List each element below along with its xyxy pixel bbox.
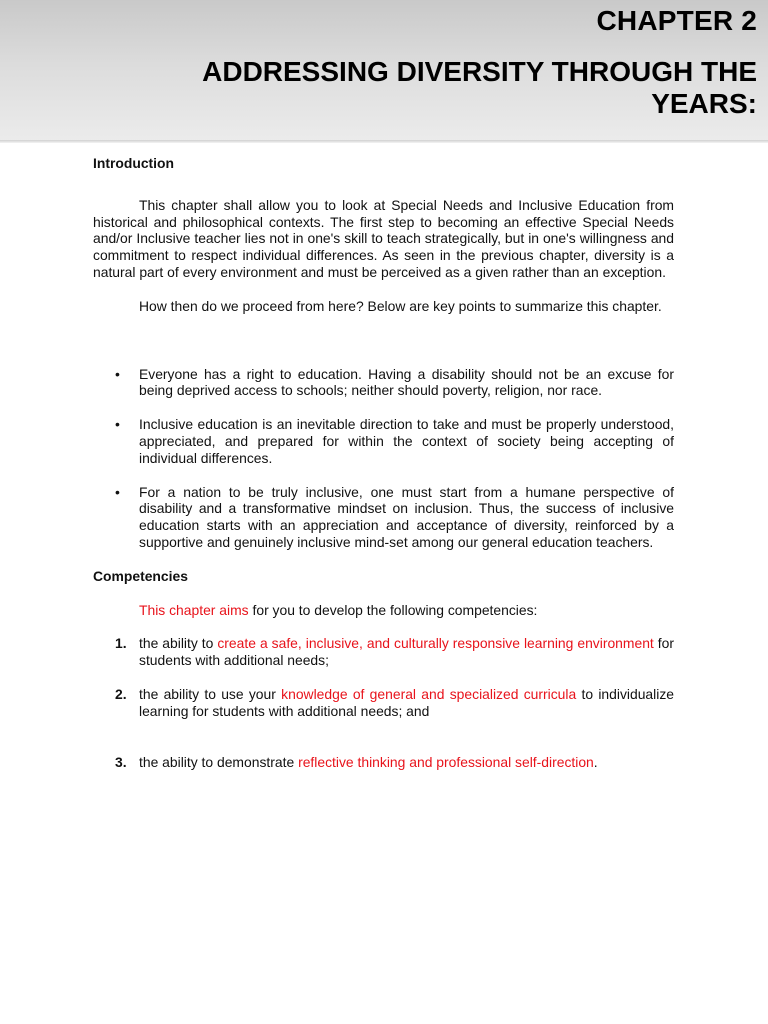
competencies-intro-rest: for you to develop the following competencies: (248, 601, 538, 618)
item-text-after: to individualize learning for students with additional needs; and (139, 685, 674, 719)
item-text-after: for students with additional needs; (139, 635, 674, 669)
item-number: 2. (115, 685, 127, 702)
competencies-list (93, 635, 674, 770)
item-highlight: create a safe, inclusive, and culturally responsive learning environment (217, 635, 654, 652)
chapter-header-band (0, 0, 768, 143)
bullet-icon: • (115, 365, 120, 382)
list-item (93, 686, 674, 720)
item-highlight: reflective thinking and professional self-direction (298, 753, 594, 770)
item-text-before: the ability to use your (139, 685, 282, 702)
competencies-heading: Competencies (93, 567, 188, 584)
item-number: 1. (115, 635, 127, 652)
bullet-icon: • (115, 483, 120, 500)
list-item (93, 484, 674, 551)
item-text-before: the ability to (139, 635, 218, 652)
competencies-intro-highlight: This chapter aims (139, 601, 249, 618)
item-number: 3. (115, 753, 127, 770)
key-points-list (93, 366, 674, 551)
page-body (93, 155, 674, 770)
header-divider (0, 140, 768, 143)
chapter-title: ADDRESSING DIVERSITY THROUGH THE YEARS: (202, 56, 757, 119)
item-highlight: knowledge of general and specialized curricula (281, 685, 577, 702)
list-item (93, 754, 674, 771)
item-text-after: . (593, 753, 598, 770)
key-point-text: Everyone has a right to education. Having a disability should not be an excuse for being deprived access to schools; neither should poverty, religion, nor race. (139, 365, 674, 399)
key-point-text: Inclusive education is an inevitable direction to take and must be properly understood, appreciated, and prepared for within the context of society being accepting of individual differences. (139, 416, 674, 466)
introduction-heading: Introduction (93, 155, 175, 171)
introduction-paragraph: This chapter shall allow you to look at Special Needs and Inclusive Education from historical and philosophical contexts. The first step to becoming an effective Special Needs and/or Inclusive teacher lies not in one's skill to teach strategically, but in one's willingness and commitment to respect individual differences. As seen in the previous chapter, diversity is a natural part of every environment and must be perceived as a given rather than an exception. (93, 196, 674, 280)
item-text-before: the ability to demonstrate (139, 753, 299, 770)
chapter-number: CHAPTER 2 (596, 5, 757, 36)
competencies-intro (93, 602, 674, 619)
summary-lead-paragraph: How then do we proceed from here? Below are key points to summarize this chapter. (139, 297, 662, 314)
list-item (93, 366, 674, 400)
bullet-icon: • (115, 416, 120, 433)
list-item (93, 416, 674, 466)
key-point-text: For a nation to be truly inclusive, one must start from a humane perspective of disability and a transformative mindset on inclusion. Thus, the success of inclusive education starts with an appreciation and acceptance of diversity, reinforced by a supportive and genuinely inclusive mind-set among our general education teachers. (139, 483, 674, 550)
list-item (93, 635, 674, 669)
